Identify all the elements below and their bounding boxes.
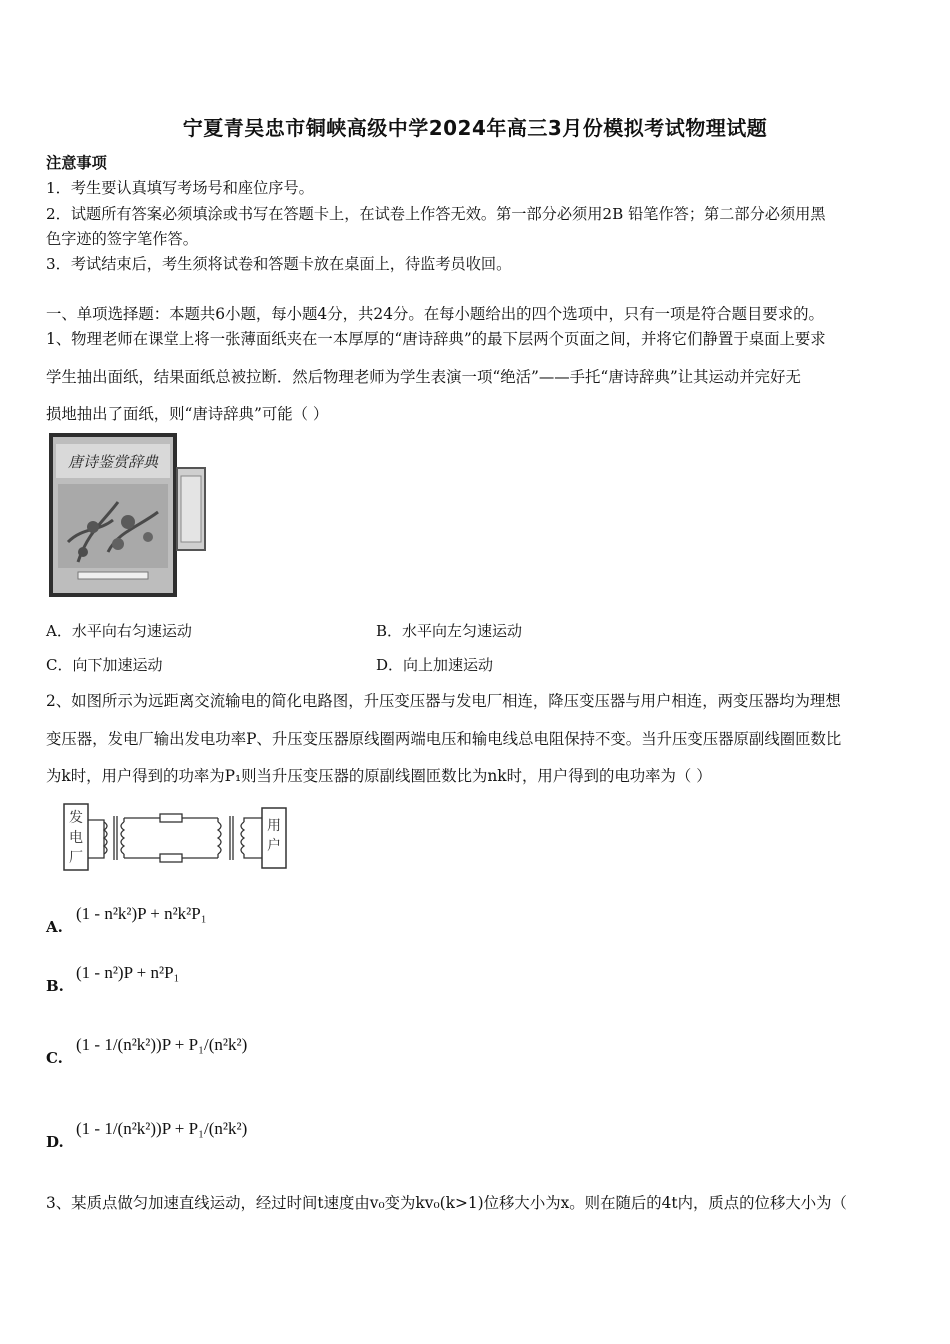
- question-2-option-label: A.: [46, 918, 63, 936]
- section-heading: 一、单项选择题：本题共6小题，每小题4分，共24分。在每小题给出的四个选项中，只有一项是符合题目要求的。: [46, 305, 824, 323]
- line-resistor: [160, 814, 182, 822]
- question-1-option-a: A．水平向右匀速运动: [46, 622, 192, 640]
- question-1-option-c: C．向下加速运动: [46, 656, 163, 674]
- transmission-circuit-figure: [62, 800, 294, 874]
- question-2-text: 为k时，用户得到的功率为P₁则当升压变压器的原副线圈匝数比为nk时，用户得到的电功率为（ ）: [46, 767, 712, 785]
- question-2-option-label: D.: [46, 1133, 64, 1151]
- page-title: 宁夏青吴忠市铜峡高级中学2024年高三3月份模拟考试物理试题: [182, 116, 768, 140]
- book-figure: [48, 432, 208, 598]
- question-2-text: 2、如图所示为远距离交流输电的简化电路图，升压变压器与发电厂相连，降压变压器与用户相连，两变压器均为理想: [46, 692, 841, 710]
- question-2-option-a-formula: (1 - n²k²)P + n²k²P₁: [76, 904, 207, 923]
- power-plant-label-char: 厂: [69, 850, 83, 866]
- question-2-option-label: B.: [46, 977, 64, 995]
- question-2-option-c-formula: (1 - 1/(n²k²))P + P₁/(n²k²): [76, 1035, 248, 1054]
- user-label-char: 户: [267, 838, 281, 854]
- question-3-text: 3、某质点做匀加速直线运动，经过时间t速度由v₀变为kv₀(k>1)位移大小为x。则在随后的4t内，质点的位移大小为（: [46, 1194, 847, 1212]
- user-label-char: 用: [267, 818, 281, 834]
- question-2-option-d-formula: (1 - 1/(n²k²))P + P₁/(n²k²): [76, 1119, 248, 1138]
- question-1-text: 1、物理老师在课堂上将一张薄面纸夹在一本厚厚的“唐诗辞典”的最下层两个页面之间，并将它们静置于桌面上要求: [46, 330, 826, 348]
- plant-illustration: [58, 484, 168, 568]
- notice-item: 3．考试结束后，考生须将试卷和答题卡放在桌面上，待监考员收回。: [46, 255, 512, 273]
- question-2-option-b-formula: (1 - n²)P + n²P₁: [76, 963, 180, 982]
- question-1-text: 学生抽出面纸，结果面纸总被拉断．然后物理老师为学生表演一项“绝活”——手托“唐诗辞典”让其运动并完好无: [46, 368, 801, 386]
- question-2-text: 变压器，发电厂输出发电功率P、升压变压器原线圈两端电压和输电线总电阻保持不变。当升压变压器原副线圈匝数比: [46, 730, 842, 748]
- notice-item: 1．考生要认真填写考场号和座位序号。: [46, 179, 314, 197]
- question-1-text: 损地抽出了面纸，则“唐诗辞典”可能（ ）: [46, 405, 329, 423]
- power-plant-label-char: 电: [69, 830, 83, 846]
- question-1-option-b: B．水平向左匀速运动: [376, 622, 523, 640]
- power-plant-label-char: 发: [69, 810, 83, 826]
- notice-item: 2．试题所有答案必须填涂或书写在答题卡上，在试卷上作答无效。第一部分必须用2B 铅笔作答；第二部分必须用黑: [46, 205, 826, 223]
- notice-item: 色字迹的签字笔作答。: [46, 230, 198, 248]
- book-cover-title: 唐诗鉴赏辞典: [67, 453, 159, 471]
- question-1-option-d: D．向上加速运动: [376, 656, 494, 674]
- line-resistor: [160, 854, 182, 862]
- notice-heading: 注意事项: [46, 154, 107, 172]
- question-2-option-label: C.: [46, 1049, 63, 1067]
